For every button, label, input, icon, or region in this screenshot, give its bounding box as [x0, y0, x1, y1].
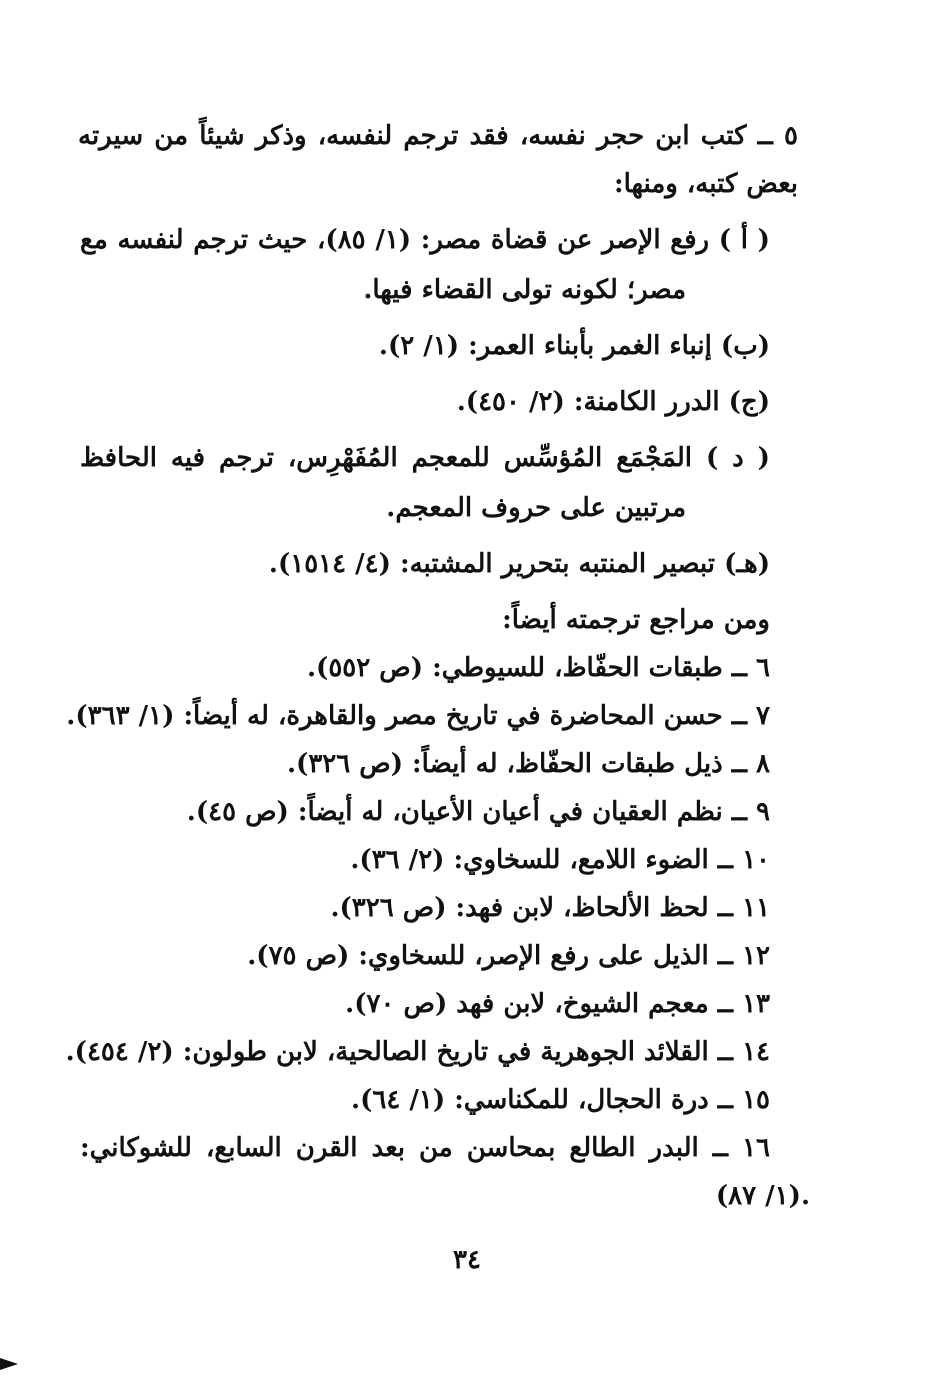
item-a-line-1: ( أ ) رفع الإصر عن قضاة مصر: (١/ ٨٥)، حيث ترجم لنفسه مع — [80, 225, 770, 255]
item-a-line-2: مصر؛ لكونه تولى القضاء فيها. — [363, 275, 686, 305]
reference-item: ١١ ــ لحظ الألحاظ، لابن فهد: (ص ٣٢٦). — [330, 893, 770, 923]
reference-item: ١٤ ــ القلائد الجوهرية في تاريخ الصالحية، لابن طولون: (٢/ ٤٥٤). — [65, 1037, 770, 1067]
reference-item: ٩ ــ نظم العقيان في أعيان الأعيان، له أيضاً: (ص ٤٥). — [186, 797, 770, 827]
intro-line-1: ٥ ــ كتب ابن حجر نفسه، فقد ترجم لنفسه، وذكر شيئاً من سيرته — [78, 121, 798, 151]
intro-line-2: بعض كتبه، ومنها: — [614, 169, 798, 199]
reference-item: ١٥ ــ درة الحجال، للمكناسي: (١/ ٦٤). — [351, 1085, 770, 1115]
item-e: (هـ) تبصير المنتبه بتحرير المشتبه: (٤/ ١٥١٤). — [268, 549, 770, 579]
item-d-line-1: ( د ) المَجْمَع المُؤسِّس للمعجم المُفَهْرِس، ترجم فيه الحافظ — [80, 443, 770, 473]
reference-item: ٨ ــ ذيل طبقات الحفّاظ، له أيضاً: (ص ٣٢٦). — [286, 749, 770, 779]
item-d-line-2: مرتبين على حروف المعجم. — [386, 493, 686, 523]
reference-item: ٦ ــ طبقات الحفّاظ، للسيوطي: (ص ٥٥٢). — [306, 653, 770, 683]
page-number: ٣٤ — [453, 1245, 481, 1275]
reference-16-line-1: ١٦ ــ البدر الطالع بمحاسن من بعد القرن السابع، للشوكاني: — [80, 1133, 770, 1163]
reference-item: ٧ ــ حسن المحاضرة في تاريخ مصر والقاهرة، له أيضاً: (١/ ٣٦٣). — [66, 701, 770, 731]
reference-item: ١٣ ــ معجم الشيوخ، لابن فهد (ص ٧٠). — [345, 989, 770, 1019]
reference-item: ١٢ ــ الذيل على رفع الإصر، للسخاوي: (ص ٧٥). — [247, 941, 770, 971]
scan-corner-mark — [0, 1358, 18, 1370]
reference-16-line-2: (١/ ٨٧). — [715, 1181, 810, 1211]
item-c: (ج) الدرر الكامنة: (٢/ ٤٥٠). — [456, 387, 770, 417]
item-b: (ب) إنباء الغمر بأبناء العمر: (١/ ٢). — [378, 331, 770, 361]
references-heading: ومن مراجع ترجمته أيضاً: — [502, 605, 770, 635]
reference-item: ١٠ ــ الضوء اللامع، للسخاوي: (٢/ ٣٦). — [350, 845, 770, 875]
